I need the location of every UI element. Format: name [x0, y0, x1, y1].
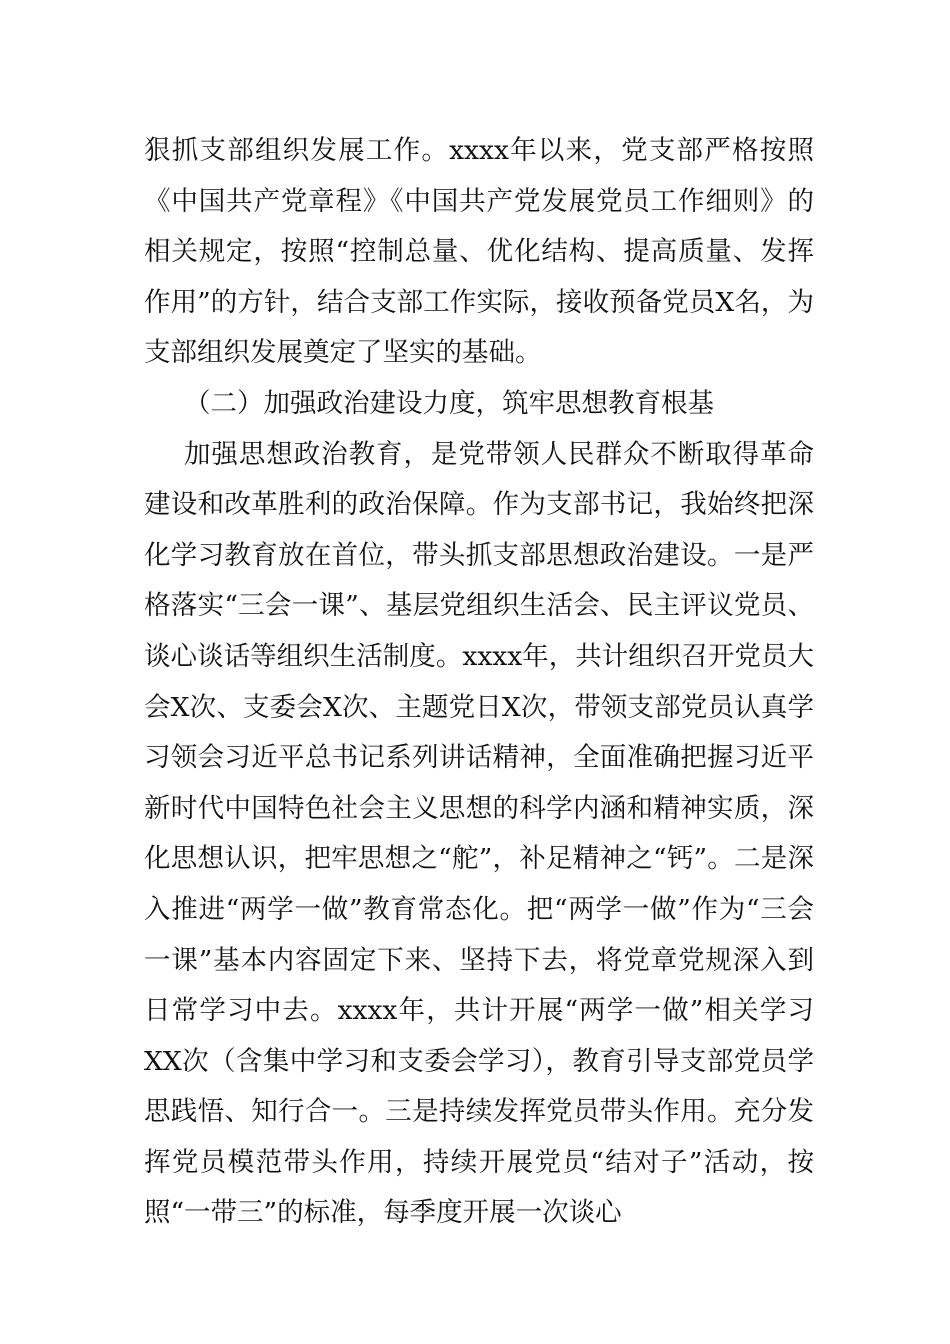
document-body — [144, 126, 814, 1239]
paragraph-ideological-education: 加强思想政治教育，是党带领人民群众不断取得革命建设和改革胜利的政治保障。作为支部书记，我始终把深化学习教育放在首位，带头抓支部思想政治建设。一是严格落实“三会一课”、基层党组织生活会、民主评议党员、谈心谈话等组织生活制度。xxxx年，共计组织召开党员大会X次、支委会X次、主题党日X次，带领支部党员认真学习领会习近平总书记系列讲话精神，全面准确把握习近平新时代中国特色社会主义思想的科学内涵和精神实质，深化思想认识，把牢思想之“舵”，补足精神之“钙”。二是深入推进“两学一做”教育常态化。把“两学一做”作为“三会一课”基本内容固定下来、坚持下去，将党章党规深入到日常学习中去。xxxx年，共计开展“两学一做”相关学习XX次（含集中学习和支委会学习），教育引导支部党员学思践悟、知行合一。三是持续发挥党员带头作用。充分发挥党员模范带头作用，持续开展党员“结对子”活动，按照“一带三”的标准，每季度开展一次谈心 — [144, 438, 814, 1229]
paragraph-organization-development: 狠抓支部组织发展工作。xxxx年以来，党支部严格按照《中国共产党章程》《中国共产党发展党员工作细则》的相关规定，按照“控制总量、优化结构、提高质量、发挥作用”的方针，结合支部工作实际，接收预备党员X名，为支部组织发展奠定了坚实的基础。 — [144, 135, 814, 369]
section-heading-political-building: （二）加强政治建设力度，筑牢思想教育根基 — [184, 387, 714, 419]
